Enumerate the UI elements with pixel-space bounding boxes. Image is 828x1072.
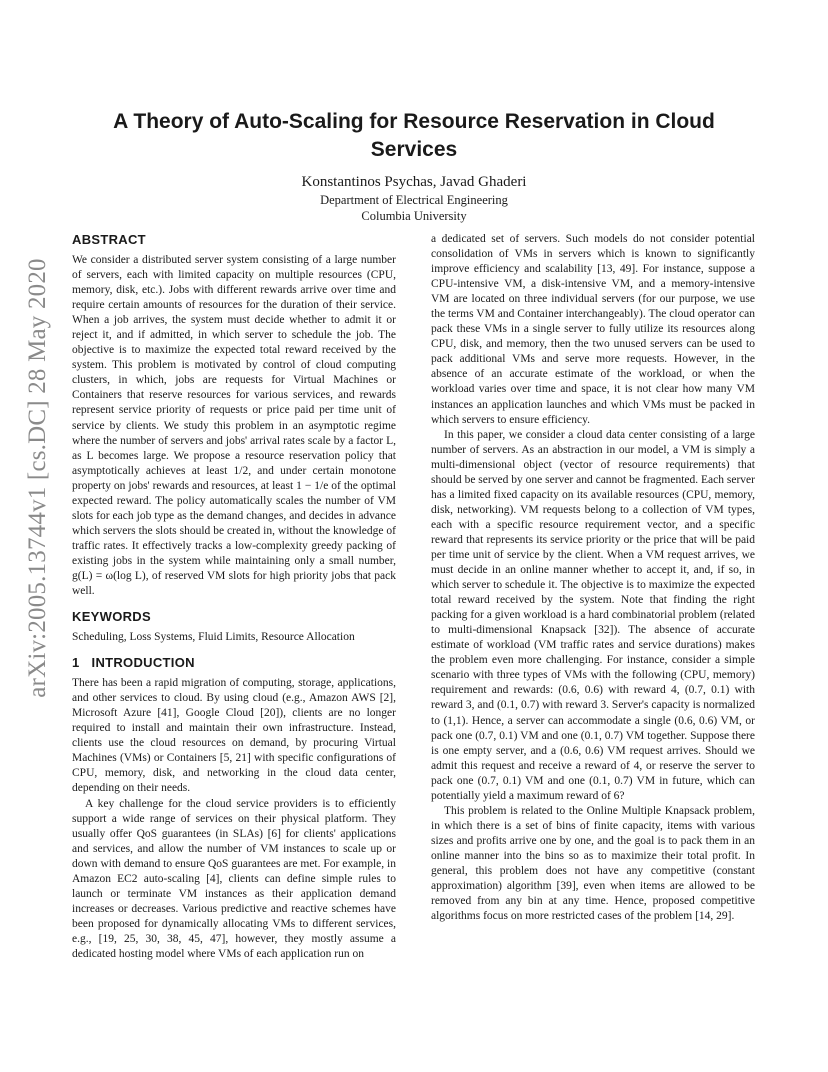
affiliation-department: Department of Electrical Engineering	[320, 193, 508, 207]
section-title: INTRODUCTION	[91, 655, 195, 671]
abstract-heading: ABSTRACT	[72, 232, 146, 247]
abstract-text: We consider a distributed server system consisting of a large number of servers, each with limited capacity on multiple resources (CPU, memory, disk, etc.). Jobs with different rewards arrive over time and require certain amounts of resources for the duration of their service. When a job arrives, the system must decide whether to admit it or reject it, and if admitted, in which server to schedule the job. The objective is to maximize the expected total reward received by the system. This problem is motivated by control of cloud computing clusters, in which, jobs are requests for Virtual Machines or Containers that reserve resources for various services, and rewards represent service priority of requests or price paid per time unit of service by clients. We study this problem in an asymptotic regime where the number of servers and jobs' arrival rates scale by a factor L, as L becomes large. We propose a resource reservation policy that asymptotically achieves at least 1/2, and under certain monotone property on jobs' rewards and resources, at least 1 − 1/e of the optimal expected reward. The policy automatically scales the number of VM slots for each job type as the demand changes, and decides in advance which servers the slots should be created in, without the knowledge of traffic rates. It effectively tracks a low-complexity greedy packing of existing jobs in the system while maintaining only a small number, g(L) = ω(log L), of reserved VM slots for high priority jobs that pack well.	[72, 254, 396, 598]
introduction-heading	[72, 655, 396, 671]
intro-paragraph-4: This problem is related to the Online Multiple Knapsack problem, in which there is a set of bins of finite capacity, items with various sizes and profits arrive one by one, and the goal is to pack them in an online manner into the bins so as to maximize their total profit. In general, this problem does not have any competitive (constant approximation) algorithm [39], even when items are allowed to be removed from any bin at any time. Hence, proposed competitive algorithms focus on more restricted cases of the problem [14, 29].	[431, 804, 755, 923]
intro-paragraph-2-continued: a dedicated set of servers. Such models do not consider potential consolidation of VMs in servers which is known to significantly improve efficiency and scalability [13, 49]. For instance, suppose a CPU-intensive VM, a disk-intensive VM, and a memory-intensive VM are located on three individual servers (for our purpose, we use the terms VM and Container interchangeably). The cloud operator can pack these VMs in a single server to fully utilize its resources along CPU, disk, and memory, then the two unused servers can be used to pack additional VMs and serve more requests. However, in the absence of an accurate estimate of the workload, or when the workload varies over time and space, it is not clear how many VM instances an application launches and which VMs must be packed in which servers to ensure efficiency.	[431, 233, 755, 426]
paper-title: A Theory of Auto-Scaling for Resource Reservation in Cloud Services	[113, 110, 715, 161]
affiliation-university: Columbia University	[361, 209, 467, 223]
intro-paragraph-2: A key challenge for the cloud service providers is to efficiently support a wide range of services on their physical platform. They usually offer QoS guarantees (in SLAs) [6] for clients' applications and services, and allow the number of VM instances to scale up or down with demand to ensure QoS guarantees are met. For example, in Amazon EC2 auto-scaling [4], clients can define simple rules to launch or terminate VM instances as their application demand increases or decreases. Various predictive and reactive schemes have been proposed for dynamically allocating VMs to different services, e.g., [19, 25, 30, 38, 45, 47], however, they mostly assume a dedicated hosting model where VMs of each application run on	[72, 797, 396, 960]
intro-paragraph-3: In this paper, we consider a cloud data center consisting of a large number of servers. As an abstraction in our model, a VM is simply a multi-dimensional object (vector of resource requirements) that should be served by one server and cannot be fragmented. Each server has a limited fixed capacity on its available resources (CPU, memory, disk, networking). VM requests belong to a collection of VM types, each with a specific resource requirement vector, and a specific reward that represents its service priority or the price that will be paid per time unit of service by the client. When a VM request arrives, we must decide in an online manner whether to accept it, and, if so, in which server to schedule it. The objective is to maximize the expected total reward received by the system. Note that finding the right packing for a given workload is a hard combinatorial problem (related to multi-dimensional Knapsack [32]). The absence of accurate estimate of workload (VM traffic rates and service durations) makes the problem even more challenging. For instance, consider a simple scenario with three types of VMs with the following (CPU, memory) requirement and rewards: (0.6, 0.6) with reward 4, (0.7, 0.1) with reward 3, and (0.1, 0.7) with reward 3. Server's capacity is normalized to (1,1). Hence, a server can accommodate a single (0.6, 0.6) VM, or pack one (0.7, 0.1) VM and one (0.1, 0.7) VM together. Suppose there is one empty server, and a (0.6, 0.6) VM request arrives. Should we admit this request and receive a reward of 4, or reserve the server to pack one (0.7, 0.1) VM and one (0.1, 0.7) VM in future, which can potentially yield a maximum reward of 6?	[431, 428, 755, 802]
intro-paragraph-1: There has been a rapid migration of computing, storage, applications, and other services to cloud. By using cloud (e.g., Amazon AWS [2], Microsoft Azure [41], Google Cloud [20]), clients are no longer required to install and maintain their own infrastructure. Instead, clients use the cloud resources on demand, by procuring Virtual Machines (VMs) or Containers [5, 21] with specific configurations of CPU, memory, disk, and networking in the cloud data center, depending on their needs.	[72, 677, 396, 795]
arxiv-identifier-text: arXiv:2005.13744v1 [cs.DC] 28 May 2020	[24, 258, 51, 698]
keywords-heading: KEYWORDS	[72, 609, 151, 625]
section-number: 1	[72, 655, 80, 671]
left-column	[72, 232, 396, 962]
arxiv-identifier-stamp	[18, 0, 58, 1072]
keywords-text: Scheduling, Loss Systems, Fluid Limits, Resource Allocation	[72, 631, 355, 644]
right-column	[431, 232, 755, 924]
author-list: Konstantinos Psychas, Javad Ghaderi	[301, 174, 527, 190]
